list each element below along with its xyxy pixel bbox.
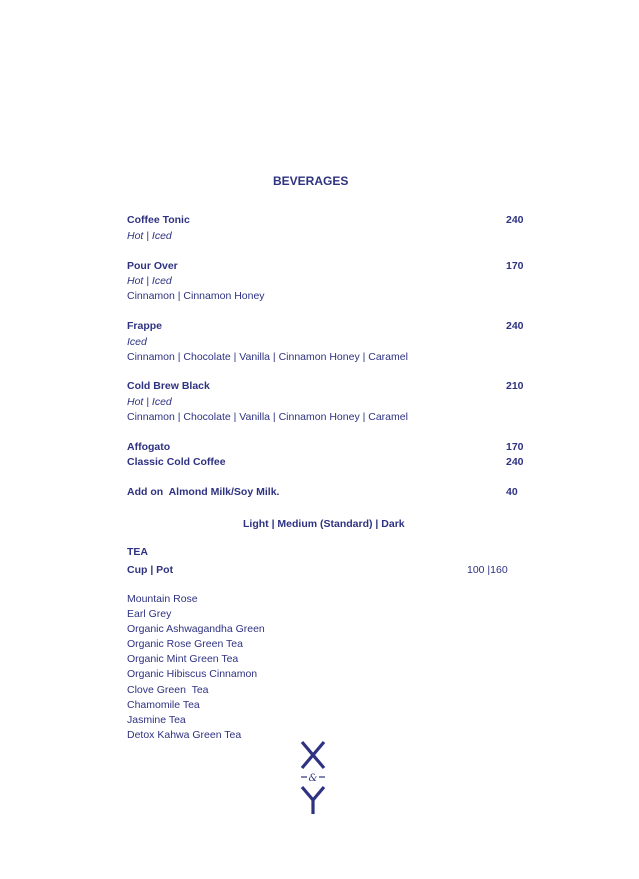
item-sub-frappe: Iced (127, 336, 147, 348)
item-options-cold-brew-black: Cinnamon | Chocolate | Vanilla | Cinnamon Honey | Caramel (127, 411, 408, 423)
item-sub-cold-brew-black: Hot | Iced (127, 396, 172, 408)
item-price-classic-cold-coffee: 240 (506, 456, 524, 468)
tea-heading: TEA (127, 546, 148, 558)
item-price-pour-over: 170 (506, 260, 524, 272)
tea-list-item: Organic Mint Green Tea (127, 653, 239, 666)
item-name-add-on: Add on Almond Milk/Soy Milk. (127, 486, 280, 498)
item-name-coffee-tonic: Coffee Tonic (127, 214, 190, 226)
menu-title: BEVERAGES (273, 174, 349, 188)
tea-list (127, 592, 265, 743)
tea-list-item: Clove Green Tea (127, 683, 209, 696)
svg-text:&: & (308, 773, 318, 784)
item-name-classic-cold-coffee: Classic Cold Coffee (127, 456, 226, 468)
item-name-affogato: Affogato (127, 441, 171, 453)
tea-list-item: Organic Ashwagandha Green (127, 623, 265, 636)
xy-logo (298, 740, 328, 816)
tea-list-item: Detox Kahwa Green Tea (127, 728, 242, 741)
item-sub-coffee-tonic: Hot | Iced (127, 230, 172, 242)
item-options-frappe: Cinnamon | Chocolate | Vanilla | Cinnamon Honey | Caramel (127, 351, 408, 363)
roast-options: Light | Medium (Standard) | Dark (243, 518, 405, 530)
tea-price: 100 |160 (467, 564, 508, 576)
tea-list-item: Organic Hibiscus Cinnamon (127, 668, 258, 681)
item-sub-pour-over: Hot | Iced (127, 275, 172, 287)
item-name-frappe: Frappe (127, 320, 163, 332)
item-price-cold-brew-black: 210 (506, 380, 524, 392)
tea-list-item: Chamomile Tea (127, 698, 200, 711)
item-name-cold-brew-black: Cold Brew Black (127, 380, 210, 392)
item-price-affogato: 170 (506, 441, 524, 453)
item-options-pour-over: Cinnamon | Cinnamon Honey (127, 290, 265, 302)
item-price-frappe: 240 (506, 320, 524, 332)
tea-list-item: Earl Grey (127, 608, 172, 621)
tea-list-item: Jasmine Tea (127, 713, 186, 726)
item-price-coffee-tonic: 240 (506, 214, 524, 226)
tea-list-item: Mountain Rose (127, 593, 198, 605)
item-price-add-on: 40 (506, 486, 518, 498)
tea-list-item: Organic Rose Green Tea (127, 638, 243, 651)
tea-size-label: Cup | Pot (127, 564, 174, 576)
item-name-pour-over: Pour Over (127, 260, 178, 272)
